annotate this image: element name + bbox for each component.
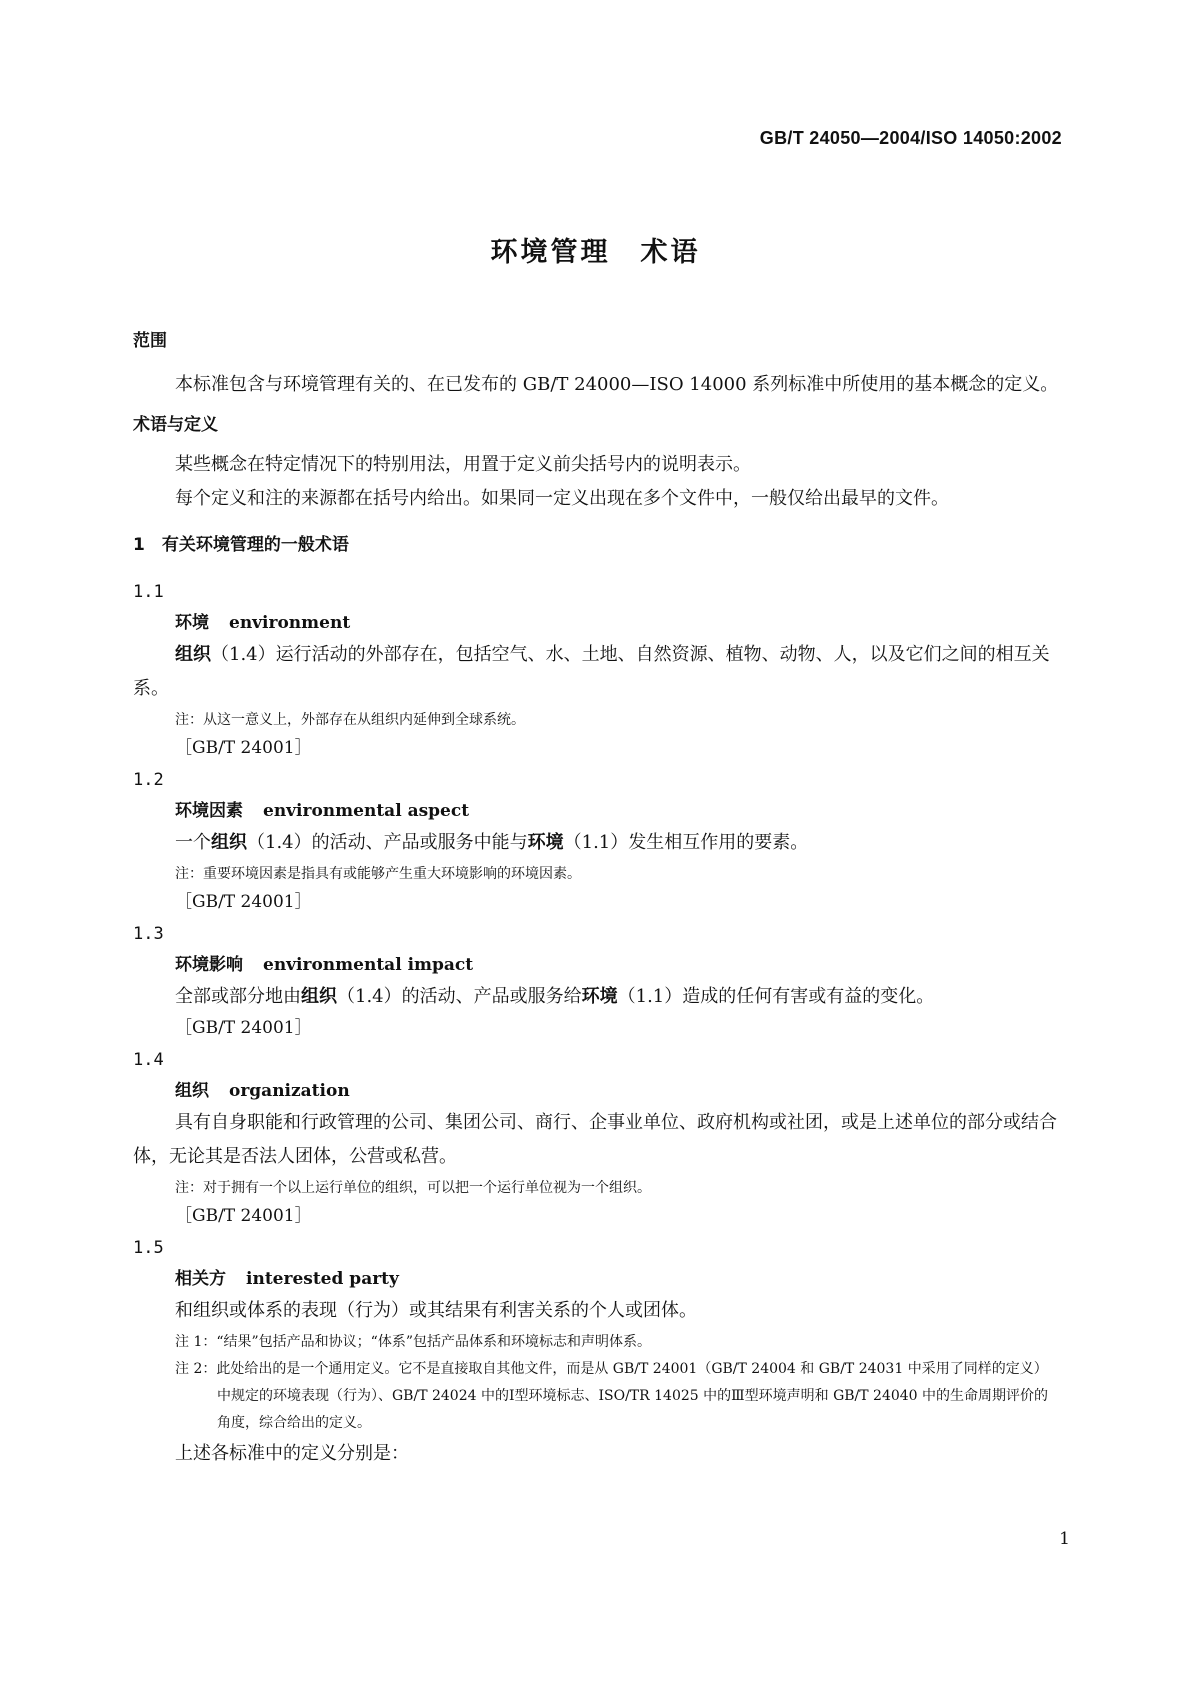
term-reference-bold: 组织 <box>175 644 211 665</box>
term-entry-1-5 <box>133 1232 1061 1471</box>
term-name <box>133 1265 1061 1294</box>
term-note: 注：对于拥有一个以上运行单位的组织，可以把一个运行单位视为一个组织。 <box>175 1180 651 1196</box>
scope-heading: 范围 <box>133 331 167 351</box>
term-name-en: environmental impact <box>263 955 474 975</box>
term-name <box>133 609 1061 638</box>
definition-text: （1.4）的活动、产品或服务中能与 <box>247 832 528 853</box>
term-entry-1-2 <box>133 764 1061 918</box>
term-number: 1.3 <box>133 924 164 944</box>
term-name-zh: 环境 <box>175 613 209 633</box>
term-note-2: 注 2：此处给出的是一个通用定义。它不是直接取自其他文件，而是从 GB/T 24001（GB/T 24004 和 GB/T 24031 中采用了同样的定义）中规定的环境表现（行为）、GB/T 24024 中的Ⅰ型环境标志、ISO/TR 14025 中的Ⅲ型环境声明和 GB/T 24040 中的生命周期评价的角度，综合给出的定义。 <box>175 1361 1049 1431</box>
document-body <box>133 326 1061 1471</box>
section-1-heading: 1 有关环境管理的一般术语 <box>133 535 349 555</box>
term-name-zh: 组织 <box>175 1081 209 1101</box>
terms-para-1: 某些概念在特定情况下的特别用法，用置于定义前尖括号内的说明表示。 <box>175 454 751 475</box>
term-definition: 具有自身职能和行政管理的公司、集团公司、商行、企事业单位、政府机构或社团，或是上述单位的部分或结合体，无论其是否法人团体，公营或私营。 <box>133 1112 1057 1167</box>
term-name-zh: 环境影响 <box>175 955 243 975</box>
term-note-1: 注 1：“结果”包括产品和协议；“体系”包括产品体系和环境标志和声明体系。 <box>175 1334 651 1350</box>
definition-text: 一个 <box>175 832 211 853</box>
term-name-en: interested party <box>246 1269 399 1289</box>
term-source: ［GB/T 24001］ <box>175 738 312 758</box>
term-entry-1-4 <box>133 1044 1061 1232</box>
term-name-en: environmental aspect <box>263 801 470 821</box>
terms-heading: 术语与定义 <box>133 415 218 435</box>
term-definition: 和组织或体系的表现（行为）或其结果有利害关系的个人或团体。 <box>175 1300 697 1321</box>
definition-text: （1.4）运行活动的外部存在，包括空气、水、土地、自然资源、植物、动物、人，以及它们之间的相互关系。 <box>133 644 1050 699</box>
definition-text: 全部或部分地由 <box>175 986 301 1007</box>
term-entry-1-3 <box>133 918 1061 1044</box>
term-name-en: environment <box>229 613 351 633</box>
term-reference-bold: 组织 <box>211 832 247 853</box>
definition-text: （1.4）的活动、产品或服务给 <box>337 986 582 1007</box>
term-number: 1.2 <box>133 770 164 790</box>
page-number: 1 <box>1059 1529 1070 1549</box>
standard-code: GB/T 24050—2004/ISO 14050:2002 <box>759 128 1062 148</box>
term-name-zh: 相关方 <box>175 1269 226 1289</box>
document-title: 环境管理 术语 <box>490 237 701 268</box>
term-source: ［GB/T 24001］ <box>175 1018 312 1038</box>
follow-up-text: 上述各标准中的定义分别是： <box>175 1443 409 1464</box>
term-name-en: organization <box>229 1081 350 1101</box>
term-entry-1-1 <box>133 576 1061 764</box>
term-definition <box>133 826 1061 860</box>
term-name <box>133 1077 1061 1106</box>
term-note: 注：从这一意义上，外部存在从组织内延伸到全球系统。 <box>175 712 525 728</box>
term-reference-bold: 环境 <box>581 986 618 1007</box>
term-name <box>133 951 1061 980</box>
term-reference-bold: 组织 <box>301 986 337 1007</box>
term-definition <box>133 980 1061 1014</box>
term-source: ［GB/T 24001］ <box>175 892 312 912</box>
term-note: 注：重要环境因素是指具有或能够产生重大环境影响的环境因素。 <box>175 866 581 882</box>
term-number: 1.5 <box>133 1238 164 1258</box>
term-number: 1.1 <box>133 582 164 602</box>
definition-text: （1.1）发生相互作用的要素。 <box>563 832 809 853</box>
term-reference-bold: 环境 <box>527 832 564 853</box>
terms-para-2: 每个定义和注的来源都在括号内给出。如果同一定义出现在多个文件中，一般仅给出最早的文件。 <box>175 488 949 509</box>
term-name <box>133 797 1061 826</box>
term-definition <box>133 638 1061 706</box>
term-number: 1.4 <box>133 1050 164 1070</box>
definition-text: （1.1）造成的任何有害或有益的变化。 <box>617 986 935 1007</box>
term-name-zh: 环境因素 <box>175 801 243 821</box>
term-source: ［GB/T 24001］ <box>175 1206 312 1226</box>
scope-text: 本标准包含与环境管理有关的、在已发布的 GB/T 24000—ISO 14000 系列标准中所使用的基本概念的定义。 <box>175 374 1059 395</box>
